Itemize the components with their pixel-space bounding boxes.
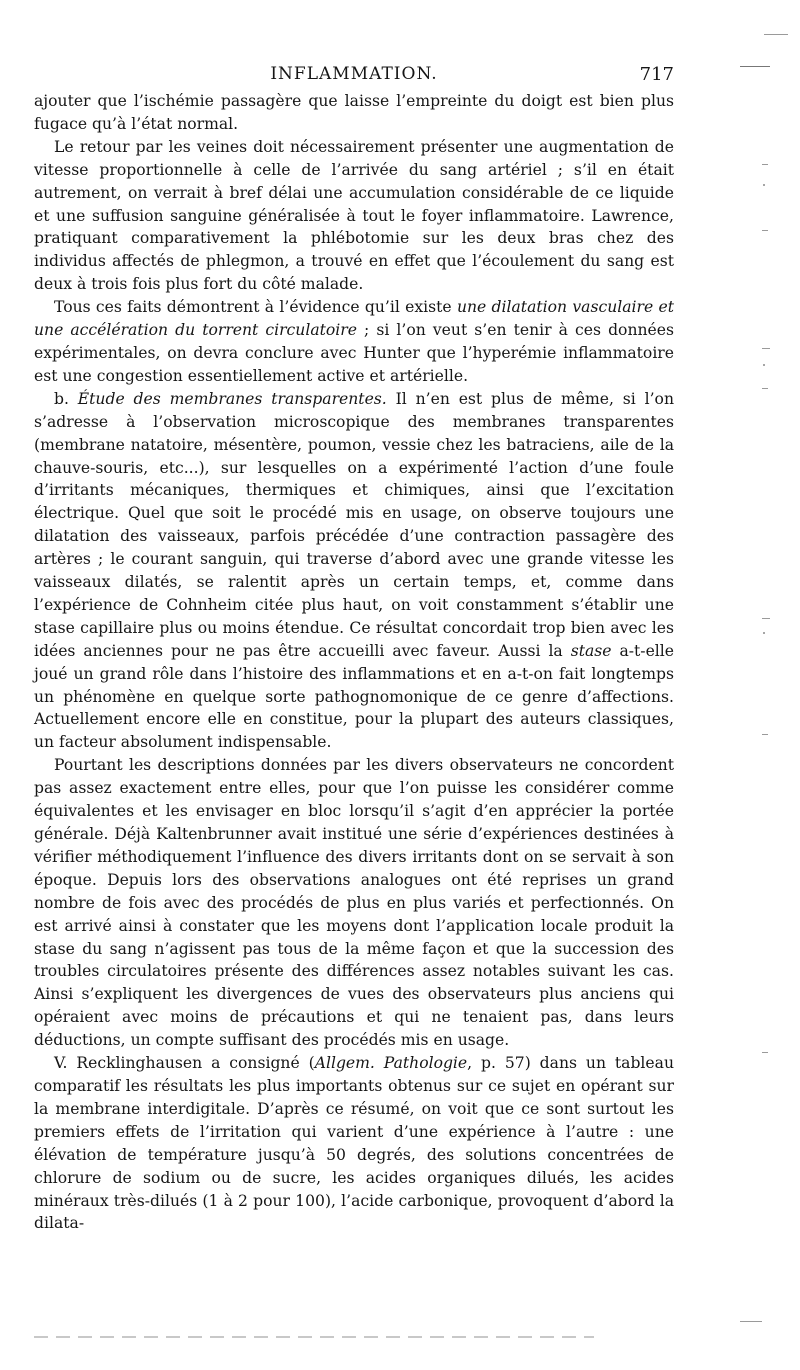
paragraph-4 [34,388,674,755]
scan-mark [762,348,770,349]
scan-mark [762,164,768,165]
paragraph-6-italic: Allgem. Pathologie [314,1054,468,1073]
scan-mark [762,618,770,619]
paragraph-3-text-b: ; si l’on veut s’en tenir à ces données expérimentales, on devra conclure avec Hunter que l’hyperémie inflammatoire est une congestion essentiellement active et artérielle. [34,321,674,385]
section-heading: Étude des membranes transparentes. [77,389,387,408]
paragraph-4-text-a: Il n’en est plus de même, si l’on s’adresse à l’observation microscopique des membranes transparentes (membrane natatoire, mésentère, poumon, vessie chez les batraciens, aile de la chauve-souris, etc...), sur lesquelles on a expérimenté l’action d’une foule d’irritants mécaniques, thermiques et chimiques, ainsi que l’excitation électrique. Quel que soit le procédé mis en usage, on observe toujours une dilatation des vaisseaux, parfois précédée d’une contraction passagère des artères ; le courant sanguin, qui traverse d’abord avec une grande vitesse les vaisseaux dilatés, se ralentit après un certain temps, et, comme dans l’expérience de Cohnheim citée plus haut, on voit constamment s’établir une stase capillaire plus ou moins étendue. Ce résultat concordait trop bien avec les idées anciennes pour ne pas être accueilli avec faveur. Aussi la [34,389,674,660]
paragraph-6-text-b: , p. 57) dans un tableau comparatif les résultats les plus importants obtenus sur ce sujet en opérant sur la membrane interdigitale. D’après ce résumé, on voit que ce sont surtout les premiers effets de l’irritation qui varient d’une expérience à l’autre : une élévation de température jusqu’à 50 degrés, des solutions concentrées de chlorure de sodium ou de sucre, les acides organiques dilués, les acides minéraux très-dilués (1 à 2 pour 100), l’acide carbonique, provoquent d’abord la dilata- [34,1054,674,1233]
scan-dot [763,364,765,366]
paragraph-3-italic: une dilatation vasculaire et une accélération du torrent circulatoire [34,298,674,340]
book-page [34,0,674,1370]
running-head [34,64,674,88]
scan-mark [762,230,768,231]
scan-mark [764,34,788,35]
scan-mark [740,1321,762,1322]
scan-mark [762,1052,768,1053]
paragraph-4-text-b: a-t-elle joué un grand rôle dans l’histoire des inflammations et en a-t-on fait longtemps un phénomène en quelque sorte pathognomonique de ce genre d’affections. Actuellement encore elle en constitue, pour la plupart des auteurs classiques, un facteur absolument indispensable. [34,641,674,752]
paragraph-3 [34,296,674,388]
scan-mark [762,388,768,389]
scan-dot [763,184,765,186]
bottom-scan-artifact [34,1336,594,1338]
body-text [34,90,674,1235]
scan-mark [762,734,768,735]
paragraph-1: ajouter que l’ischémie passagère que laisse l’empreinte du doigt est bien plus fugace qu’à l’état normal. [34,92,674,133]
stase-term: stase [570,641,612,660]
page-number: 717 [639,64,674,85]
scan-dot [763,632,765,634]
chapter-title: INFLAMMATION. [270,64,438,84]
paragraph-2: Le retour par les veines doit nécessairement présenter une augmentation de vitesse proportionnelle à celle de l’arrivée du sang artériel ; s’il en était autrement, on verrait à bref délai une accumulation considérable de ce liquide et une suffusion sanguine généralisée à tout le foyer inflammatoire. Lawrence, pratiquant comparativement la phlébotomie sur les deux bras chez des individus affectés de phlegmon, a trouvé en effet que l’écoulement du sang est deux à trois fois plus fort du côté malade. [34,137,674,294]
paragraph-5: Pourtant les descriptions données par les divers observateurs ne concordent pas assez exactement entre elles, pour que l’on puisse les considérer comme équivalentes et les envisager en bloc lorsqu’il s’agit d’en apprécier la portée générale. Déjà Kaltenbrunner avait institué une série d’expériences destinées à vérifier méthodiquement l’influence des divers irritants dont on se servait à son époque. Depuis lors des observations analogues ont été reprises un grand nombre de fois avec des procédés de plus en plus variés et perfectionnés. On est arrivé ainsi à constater que les moyens dont l’application locale produit la stase du sang n’agissent pas tous de la même façon et que la succession des troubles circulatoires présente des différences assez notables suivant les cas. Ainsi s’expliquent les divergences de vues des observateurs plus anciens qui opéraient avec moins de précautions et qui ne tenaient pas, dans leurs déductions, un compte suffisant des procédés mis en usage. [34,756,674,1050]
paragraph-3-text-a: Tous ces faits démontrent à l’évidence qu’il existe [54,298,457,317]
section-label: b. [54,389,78,408]
paragraph-6 [34,1052,674,1235]
margin-scan-marks [700,0,800,1370]
scan-mark [740,66,770,67]
paragraph-6-text-a: V. Recklinghausen a consigné ( [54,1054,315,1073]
